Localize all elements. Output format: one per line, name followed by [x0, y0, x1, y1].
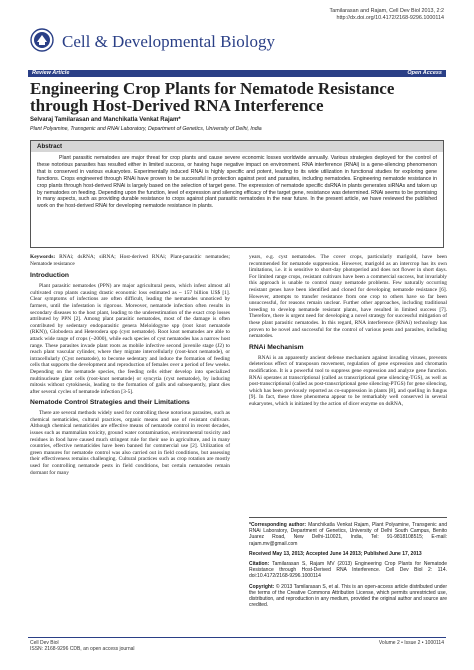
article-title: Engineering Crop Plants for Nematode Resistance through Host-Derived RNA Interference	[30, 79, 395, 115]
doi-link[interactable]: http://dx.doi.org/10.4172/2168-9296.1000114	[336, 15, 444, 21]
footer-issue: Volume 2 • Issue 2 • 1000114	[378, 640, 444, 646]
corresponding-author	[249, 522, 447, 547]
page-header	[0, 0, 474, 70]
footer-issn: ISSN: 2168-9296 CDB, an open access journal	[30, 646, 135, 653]
citation-note	[249, 561, 447, 580]
journal-seal-icon	[30, 28, 54, 52]
keywords-text: RNAi; dsRNA; siRNA; Host-derived RNAi; Plant-parasitic nematodes; Nematode resistance	[30, 254, 230, 267]
abstract-heading: Abstract	[31, 141, 443, 152]
paragraph: years, e.g. cyst nematodes. The cover crops, particularly marigold, have been recommended for nematode suppression. However, marigold as an intercrop has its own limitations, i.e. it is sensitive to short-day photoperiod and does not flower in short days. For limited range crops, resistant cultivars have been a commercial success, but invariably this approach is unable to control many nematode problems. Few naturally occurring resistant genes have been identified and cloned for developing nematode resistance [6]. However, attempts to transfer resistance from one crop to others have so far been unsuccessful, for reasons remain unclear. Further other approaches, including traditional breeding to develop nematode resistant plants, have resulted in limited success [7]. Therefore, there is urgent need for developing a novel strategy for successful mitigation of these plant parasitic nematodes. In this regard, RNA interference (RNAi) technology has proven to be novel and successful for the control of various pests and parasites, including nematodes.	[249, 254, 447, 340]
copyright-note	[249, 584, 447, 609]
citation-text: Tamilarasan S, Rajam MV (2013) Engineering Crop Plants for Nematode Resistance through Host-Derived RNA Interference. Cell Dev Biol 2: 114. doi:10.4172/2168-9296.1000114	[249, 561, 447, 580]
keywords-label: Keywords:	[30, 254, 56, 260]
corresponding-text: Manchikatla Venkat Rajam, Plant Polyamine, Transgenic and RNAi Laboratory, Department of Genetics, University of Delhi South Campus, Benito Juarez Road, New Delhi-110021, India, Tel: 91-9818108515; E-mail: rajam.mv@gmail.com	[249, 522, 448, 547]
article-type-label: Review Article	[32, 70, 70, 76]
journal-title[interactable]: Cell & Developmental Biology	[62, 32, 275, 51]
footer-journal: Cell Dev Biol	[30, 640, 59, 646]
open-access-label: Open Access	[407, 70, 442, 76]
header-citation	[244, 8, 444, 22]
article-type-bar	[28, 70, 446, 77]
copyright-label: Copyright:	[249, 583, 275, 590]
keywords	[30, 254, 230, 267]
article-authors: Selvaraj Tamilarasan and Manchikatla Venkat Rajam*	[30, 117, 181, 123]
footer-left	[30, 640, 135, 653]
footer-divider	[28, 637, 446, 638]
paragraph: Plant parasitic nematodes (PPN) are major agricultural pests, which infest almost all cultivated crop plants causing drastic economic loss estimated as ~ 157 billion US$ [1]. Clear symptoms of infections are often difficult, leading the nematodes unnoticed by farmers, until the infestation is rigorous. Moreover, nematode infection often results in secondary diseases to the host plant, leading to the underestimation of the exact crop losses attributed by PPN [2]. Among plant parasitic nematodes, most of the damage is often contributed by sedentary endoparasitic genera Meloidogyne spp (root knot nematode (RKN)), Globodera and Heterodera spp (cyst nematode). Root knot nematodes are able to attack wide range of crops (~2000), while each species of cyst nematodes has a narrow host range. These parasites invade plant roots as mobile infective second juvenile stage (J2) to reach plant vascular cylinder, where they migrate intercellularly (root-knot nematode), or intracellularly (Cyst nematode), to become sedentary and induce the formation of feeding cells that supports the development and reproduction of females over a period of few weeks. Depending on the nematode species, the feeding cells either develop into specialized multinucleate giant cells (root-knot nematode) or syncytia (cyst nematode), by inducing mitosis without cytokinesis, leading to the formation of galls and subsequently, plant dies after several cycles of nematode infection [3-5].	[30, 283, 230, 395]
section-heading-rnai-mechanism: RNAi Mechanism	[249, 343, 304, 351]
corresponding-label: *Corresponding author:	[249, 522, 307, 528]
footnote-block	[249, 517, 447, 612]
abstract-text: Plant parasitic nematodes are major threat for crop plants and cause severe economic losses worldwide annually. Various strategies deployed for the control of these notorious parasites has resulted either in limited success, or having huge negative impact on environment. RNA interference (RNAi) is a gene-silencing phenomenon that is conserved in various eukaryotes. Experimentally induced RNAi is highly specific and potent, leading to its wide utilization in functional studies for exploring gene functions. Crops engineered through RNAi have proven to be successful in protection against pest and parasites, including nematodes. Engineering nematode resistance in crop plants through host-derived RNAi is largely based on the selection of target gene. The expression of nematode specific dsRNA in plants generates siRNAs and taken up by nematodes on feeding. Depending upon the function, level of expression and silencing efficacy of the target gene, resistance was determined. RNAi seems to be promising in many aspects, such as providing durable resistance to crops against plant parasitic nematodes in the near future. In the present article, we have reviewed the published work on the host-derived RNAi for developing nematode resistance in plants.	[37, 155, 437, 210]
left-column	[30, 254, 230, 478]
paragraph: There are several methods widely used for controlling these notorious parasites, such as chemical nematicides, cultural practices, organic means and use of resistant cultivars. Although chemical nematicides are effective means of nematode control in recent decades, issues such as mammalian toxicity, ground water contamination, environmental toxicity and residues in food have caused much stringent rule for their use in agriculture, and in many countries, effective nematicides have been banned for commercial use [2]. Utilization of green manures for nematode control was also carried out in field conditions, but assessing their effectiveness remains challenging. Cultural practices such as crop rotation are mostly used for controlling nematode pests in field conditions, but certain nematodes remain dormant for many	[30, 410, 230, 476]
section-heading-control-strategies: Nematode Control Strategies and their Limitations	[30, 399, 190, 407]
section-heading-introduction: Introduction	[30, 272, 70, 280]
citation-label: Citation:	[249, 561, 270, 568]
article-affiliation: Plant Polyamine, Transgenic and RNAi Laboratory, Department of Genetics, University of Delhi, India	[30, 126, 262, 132]
abstract-box	[30, 140, 444, 248]
paragraph: RNAi is an apparently ancient defense mechanism against invading viruses, prevents deleterious effect of transposon movement, regulation of gene expression and chromatin modification. It is a powerful tool to suppress gene expression and analyze gene function. RNAi operates at transcriptional (called as transcriptional gene silencing-TGS), as well as post-transcriptional (called as post-transcriptional gene silencing-PTGS) for gene silencing, which has been previously reported as co-suppression in plants [8], and quelling in fungus [9]. In fact, these three phenomena appear to be remarkably well conserved in several eukaryotes, which is initiated by the action of dicer enzyme on dsRNA,	[249, 354, 447, 407]
received-dates: Received May 13, 2013; Accepted June 14 2013; Published June 17, 2013	[249, 550, 422, 557]
copyright-text: © 2013 Tamilarasan S, et al. This is an open-access article distributed under the terms of the Creative Commons Attribution License, which permits unrestricted use, distribution, and reproduction in any medium, provided the original author and source are credited.	[249, 583, 448, 609]
citation-line: Tamilarasan and Rajam, Cell Dev Biol 2013, 2:2	[329, 8, 444, 14]
right-column	[249, 254, 447, 409]
